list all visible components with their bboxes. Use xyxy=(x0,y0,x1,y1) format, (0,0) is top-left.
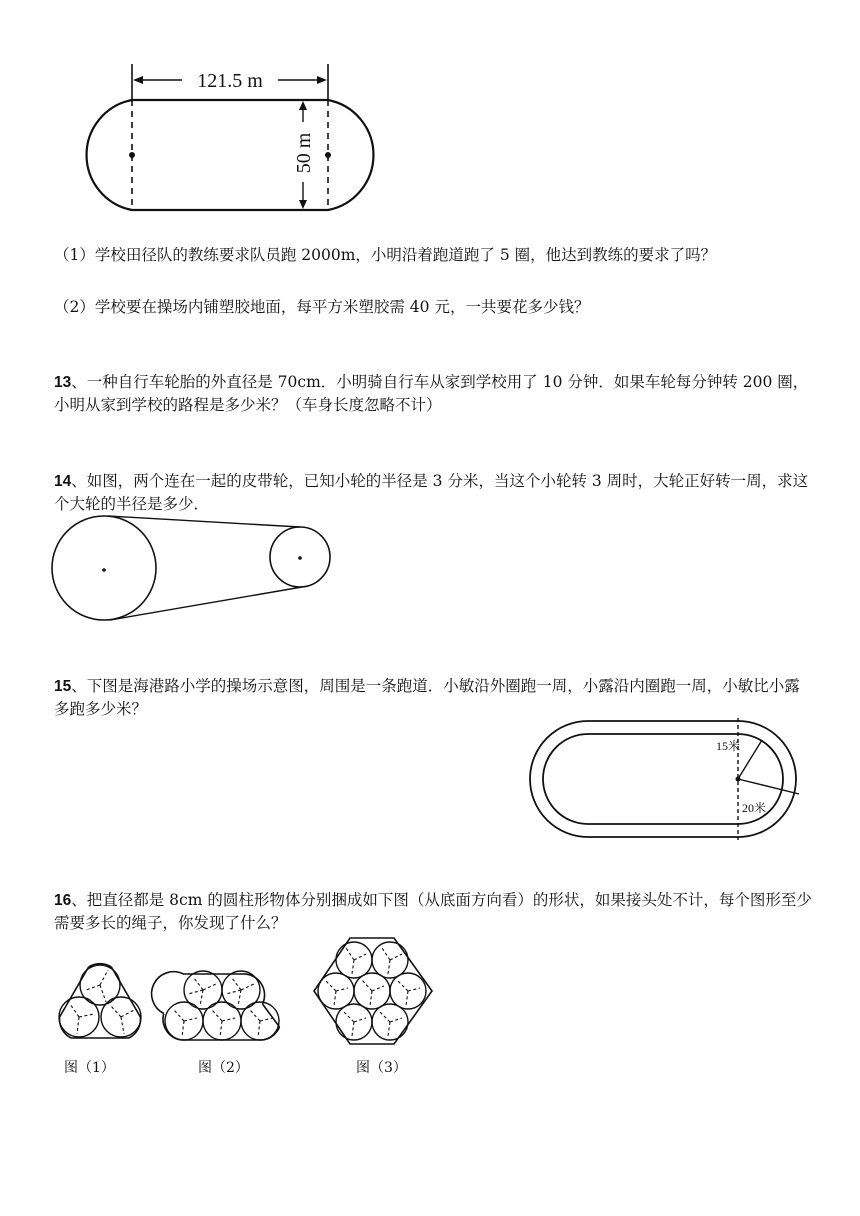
belt-top xyxy=(108,516,300,527)
bundle-1-boundary xyxy=(59,964,140,1038)
question-16 xyxy=(54,889,814,935)
center-dot-right xyxy=(325,152,331,158)
caption-figure-3: 图（3） xyxy=(356,1060,407,1076)
question-16-text: 、把直径都是 8cm 的圆柱形物体分别捆成如下图（从底面方向看）的形状，如果接头处不计，每个图形至少需要多长的绳子，你发现了什么？ xyxy=(54,891,812,932)
question-13-number: 13 xyxy=(54,374,72,391)
outer-radius-label: 20米 xyxy=(742,801,767,815)
large-wheel-center xyxy=(102,568,106,572)
inner-radius xyxy=(738,740,762,779)
height-arrowhead-bottom xyxy=(299,200,307,209)
outer-radius xyxy=(738,779,799,794)
caption-figure-2: 图（2） xyxy=(198,1060,249,1076)
inner-radius-label: 15米 xyxy=(716,739,741,753)
width-label: 121.5 m xyxy=(197,70,263,92)
track-diagram xyxy=(70,60,390,220)
question-14 xyxy=(54,470,814,516)
large-wheel xyxy=(52,516,156,620)
question-15-number: 15 xyxy=(54,678,72,695)
question-14-text: 、如图，两个连在一起的皮带轮，已知小轮的半径是 3 分米，当这个小轮转 3 周时，大轮正好转一周，求这个大轮的半径是多少． xyxy=(54,472,809,513)
question-15-text: 、下图是海港路小学的操场示意图，周围是一条跑道．小敏沿外圈跑一周，小露沿内圈跑一周，小敏比小露多跑多少米？ xyxy=(54,677,800,718)
height-label: 50 m xyxy=(293,132,315,174)
small-wheel-center xyxy=(298,556,302,560)
bundle-2-circles xyxy=(165,971,279,1040)
question-15 xyxy=(54,675,814,721)
bundle-3-dashes xyxy=(326,948,420,1036)
center-dot-left xyxy=(129,152,135,158)
width-arrowhead-left xyxy=(133,76,143,84)
belt-bottom xyxy=(110,587,302,620)
bundle-figure-3 xyxy=(312,936,436,1048)
height-arrowhead-top xyxy=(299,101,307,110)
q12-part1: （1）学校田径队的教练要求队员跑 2000m，小明沿着跑道跑了 5 圈，他达到教练的要求了吗？ xyxy=(54,246,717,264)
question-13 xyxy=(54,371,814,417)
bundle-2-boundary xyxy=(152,972,280,1040)
q12-part2: （2）学校要在操场内铺塑胶地面，每平方米塑胶需 40 元，一共要花多少钱？ xyxy=(54,298,590,316)
playground-diagram xyxy=(528,718,804,842)
bundle-1-circles xyxy=(59,965,141,1037)
bundle-figure-2 xyxy=(160,962,288,1046)
caption-figure-1: 图（1） xyxy=(64,1060,115,1076)
question-16-number: 16 xyxy=(54,892,72,909)
question-13-text: 、一种自行车轮胎的外直径是 70cm．小明骑自行车从家到学校用了 10 分钟．如果车轮每分钟转 200 圈，小明从家到学校的路程是多少米？（车身长度忽略不计） xyxy=(54,373,809,414)
question-14-number: 14 xyxy=(54,473,72,490)
width-arrowhead-right xyxy=(317,76,327,84)
pulley-diagram xyxy=(50,515,340,625)
bundle-2-dashes xyxy=(174,978,273,1037)
bundle-figure-1 xyxy=(50,942,150,1046)
